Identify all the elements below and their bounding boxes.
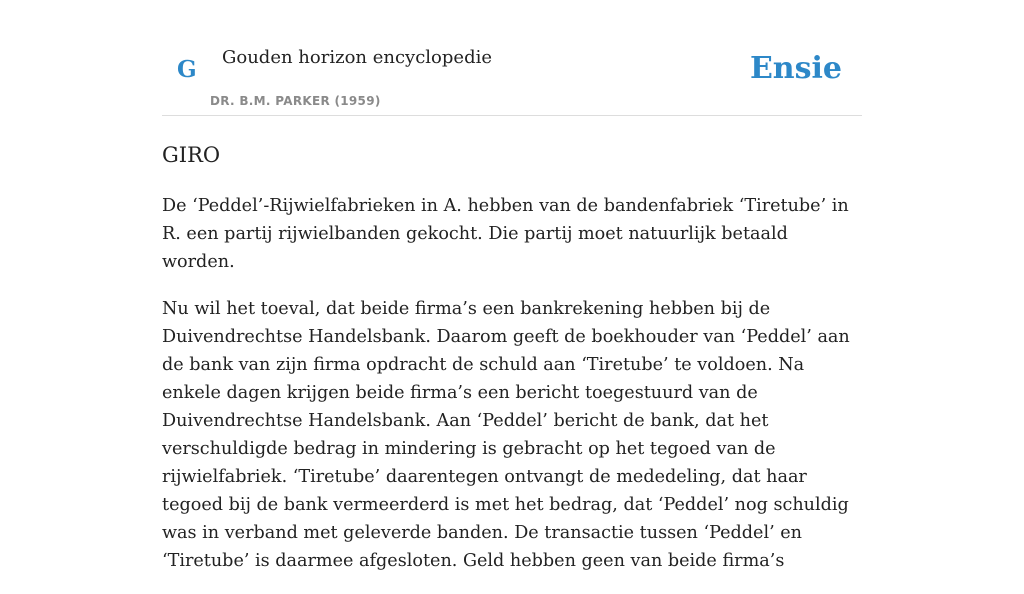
source-header: [162, 0, 862, 116]
entry-paragraph: De ‘Peddel’-Rijwielfabrieken in A. hebben van de bandenfabriek ‘Tiretube’ in R. een partij rijwielbanden gekocht. Die partij moet natuurlijk betaald worden.: [162, 196, 849, 272]
page: [162, 0, 862, 571]
entry-body: [162, 192, 862, 594]
source-author: DR. B.M. PARKER (1959): [210, 94, 381, 108]
entry-paragraph: Nu wil het toeval, dat beide firma’s een bankrekening hebben bij de Duivendrechtse Handelsbank. Daarom geeft de boekhouder van ‘Peddel’ aan de bank van zijn firma opdracht de schuld aan ‘Tiretube’ te voldoen. Na enkele dagen krijgen beide firma’s een bericht toegestuurd van de Duivendrechtse Handelsbank. Aan ‘Peddel’ bericht de bank, dat het verschuldigde bedrag in mindering is gebracht op het tegoed van de rijwielfabriek. ‘Tiretube’ daarentegen ontvangt de mededeling, dat haar tegoed bij de bank vermeerderd is met het bedrag, dat ‘Peddel’ nog schuldig was in verband met geleverde banden. De transactie tussen ‘Peddel’ en ‘Tiretube’ is daarmee afgesloten. Geld hebben geen van beide firma’s: [162, 299, 850, 571]
ensie-logo-link[interactable]: Ensie: [749, 51, 842, 86]
source-title-link[interactable]: Gouden horizon encyclopedie: [222, 47, 492, 68]
entry-title: GIRO: [162, 143, 221, 167]
source-logo-icon[interactable]: G: [177, 56, 197, 83]
